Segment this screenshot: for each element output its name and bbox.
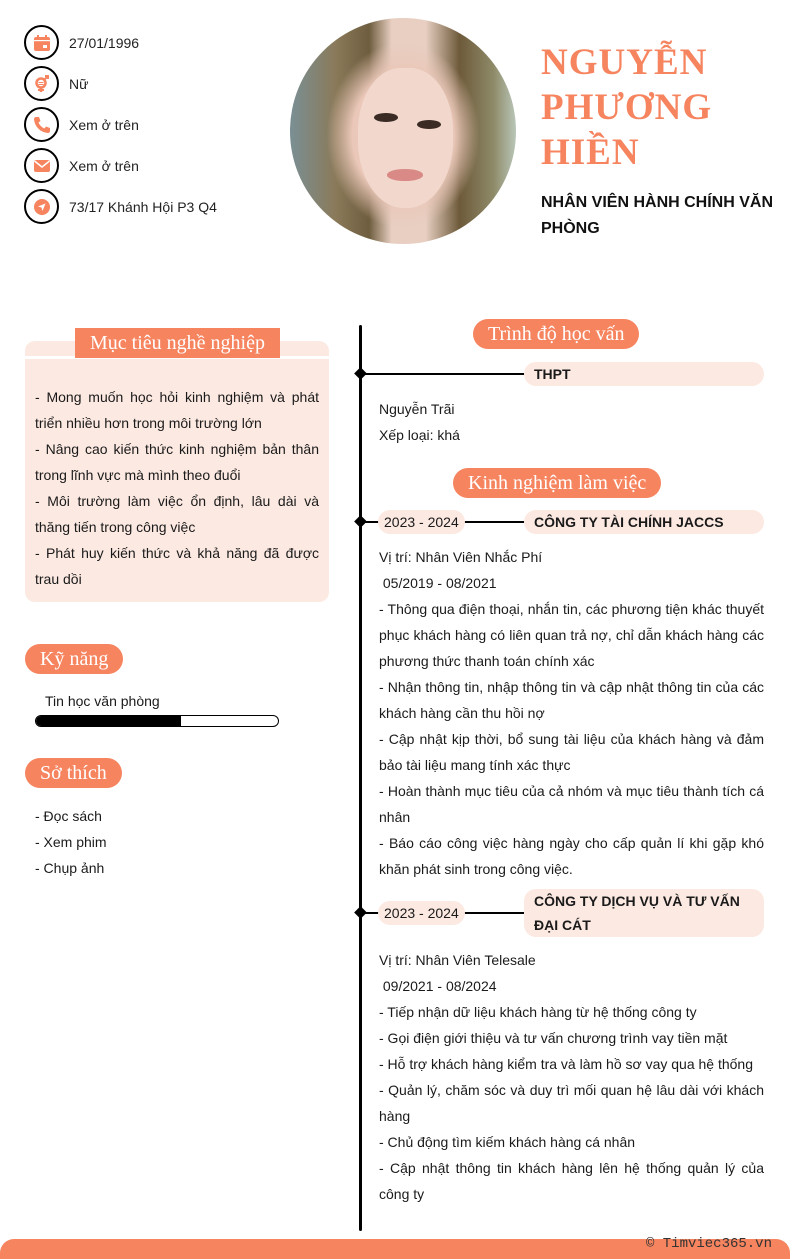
job-duty: - Cập nhật thông tin khách hàng lên hệ thống quản lý của công ty: [379, 1160, 764, 1202]
contact-phone: [24, 104, 284, 145]
education-grade: Xếp loại: khá: [379, 427, 460, 443]
objective-text: [35, 384, 319, 592]
hobby-item: - Chụp ảnh: [35, 860, 105, 876]
phone-icon: [24, 107, 59, 142]
calendar-icon: [24, 25, 59, 60]
school-name: Nguyễn Trãi: [379, 401, 455, 417]
timeline-connector: [362, 373, 524, 375]
job-duty: - Hỗ trợ khách hàng kiểm tra và làm hồ sơ vay qua hệ thống: [379, 1056, 753, 1072]
avatar-face: [358, 68, 453, 208]
skill-progress-fill: [36, 716, 181, 726]
job-dates: 05/2019 - 08/2021: [379, 575, 497, 591]
contact-address: [24, 186, 284, 227]
avatar-lips: [387, 169, 423, 180]
job-duty: - Gọi điện giới thiệu và tư vấn chương trình vay tiền mặt: [379, 1030, 728, 1046]
job-duty: - Hoàn thành mục tiêu của cả nhóm và mục tiêu thành tích cá nhân: [379, 783, 764, 825]
contact-birthdate: [24, 22, 284, 63]
job-duty: - Báo cáo công việc hàng ngày cho cấp quản lí khi gặp khó khăn phát sinh trong công việc.: [379, 835, 764, 877]
contact-info: [24, 22, 284, 227]
job-position: Vị trí: Nhân Viên Nhắc Phí: [379, 549, 543, 565]
company-name: CÔNG TY DỊCH VỤ VÀ TƯ VẤN ĐẠI CÁT: [524, 889, 764, 937]
location-icon: [24, 189, 59, 224]
avatar: [290, 18, 516, 244]
job-details: [379, 947, 764, 1207]
full-name: NGUYỄN PHƯƠNG HIỀN: [541, 42, 713, 173]
avatar-eye: [374, 113, 399, 122]
job-duty: - Cập nhật kịp thời, bổ sung tài liệu của khách hàng và đảm bảo tài liệu mang tính xác thực: [379, 731, 764, 773]
gender-text: Nữ: [69, 75, 89, 92]
email-text[interactable]: Xem ở trên: [69, 157, 139, 174]
objective-line: - Nâng cao kiến thức kinh nghiệm bản thân trong lĩnh vực mà mình theo đuổi: [35, 441, 319, 483]
experience-title: Kinh nghiệm làm việc: [453, 468, 661, 498]
job-dates: 09/2021 - 08/2024: [379, 978, 497, 994]
address-text: 73/17 Khánh Hội P3 Q4: [69, 198, 217, 215]
hobby-item: - Đọc sách: [35, 808, 102, 824]
contact-email: [24, 145, 284, 186]
timeline-line: [359, 325, 362, 1231]
email-icon: [24, 148, 59, 183]
objective-title: Mục tiêu nghề nghiệp: [75, 328, 280, 358]
skill-progress-bar: [35, 715, 279, 727]
education-details: [379, 396, 764, 448]
footer-copyright[interactable]: © Timviec365.vn: [645, 1236, 772, 1252]
job-duty: - Tiếp nhận dữ liệu khách hàng từ hệ thống công ty: [379, 1004, 697, 1020]
skills-title: Kỹ năng: [25, 644, 123, 674]
company-name: CÔNG TY TÀI CHÍNH JACCS: [524, 510, 764, 534]
birthdate-text: 27/01/1996: [69, 34, 140, 51]
phone-text[interactable]: Xem ở trên: [69, 116, 139, 133]
job-duty: - Nhận thông tin, nhập thông tin và cập nhật thông tin của các khách hàng cần thu hồi nợ: [379, 679, 764, 721]
job-period: 2023 - 2024: [378, 510, 465, 534]
contact-gender: [24, 63, 284, 104]
objective-line: - Môi trường làm việc ổn định, lâu dài và thăng tiến trong công việc: [35, 493, 319, 535]
job-duty: - Thông qua điện thoại, nhắn tin, các phương tiện khác thuyết phục khách hàng có liên quan trả nợ, chỉ dẫn khách hàng các phương thức thanh toán chính xác: [379, 601, 764, 669]
job-details: [379, 544, 764, 882]
education-level: THPT: [524, 362, 764, 386]
objective-line: - Mong muốn học hỏi kinh nghiệm và phát triển nhiều hơn trong môi trường lớn: [35, 389, 319, 431]
hobbies-list: [35, 803, 107, 881]
hobby-item: - Xem phim: [35, 834, 107, 850]
job-duty: - Quản lý, chăm sóc và duy trì mối quan hệ lâu dài với khách hàng: [379, 1082, 764, 1124]
objective-line: - Phát huy kiến thức và khả năng đã được trau dồi: [35, 545, 319, 587]
job-duty: - Chủ động tìm kiếm khách hàng cá nhân: [379, 1134, 636, 1150]
hobbies-title: Sở thích: [25, 758, 122, 788]
job-position: Vị trí: Nhân Viên Telesale: [379, 952, 536, 968]
job-period: 2023 - 2024: [378, 901, 465, 925]
avatar-eye: [417, 120, 442, 129]
education-title: Trình độ học vấn: [473, 319, 639, 349]
job-title: NHÂN VIÊN HÀNH CHÍNH VĂN PHÒNG: [541, 194, 774, 237]
skill-name: Tin học văn phòng: [45, 693, 160, 709]
gender-icon: [24, 66, 59, 101]
